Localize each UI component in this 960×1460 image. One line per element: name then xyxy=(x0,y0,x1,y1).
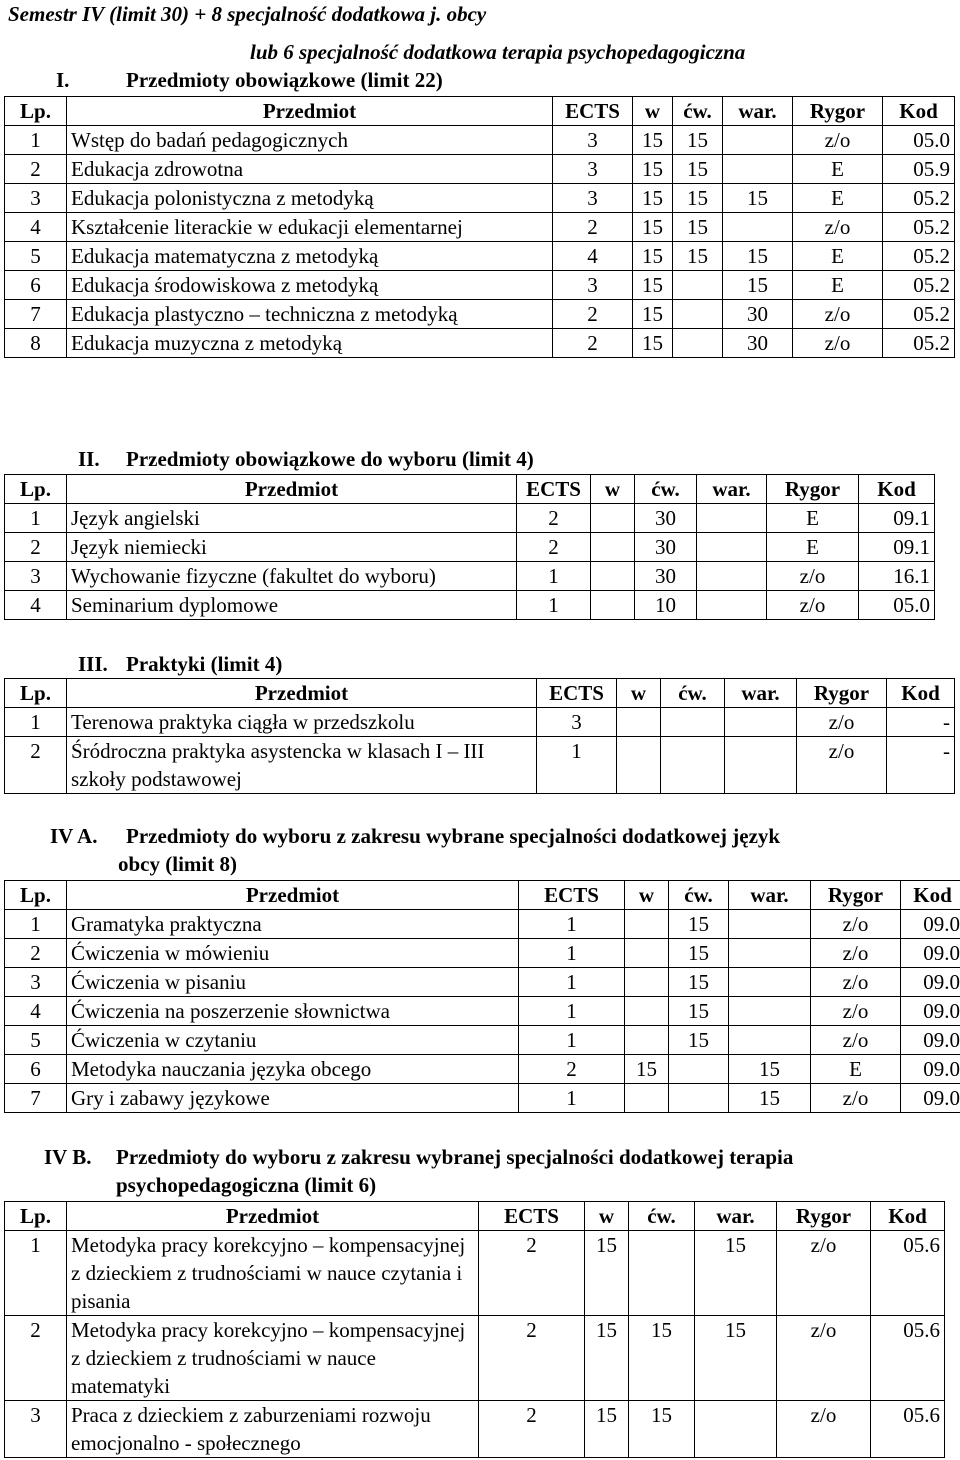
cell-exercises xyxy=(673,329,723,358)
semester-subheading: lub 6 specjalność dodatkowa terapia psychopedagogiczna xyxy=(250,40,746,64)
cell-workshop xyxy=(729,910,811,939)
cell-assessment: z/o xyxy=(777,1401,871,1458)
section-title-text: Przedmioty obowiązkowe do wyboru (limit 4) xyxy=(126,447,534,471)
table-row xyxy=(5,1401,945,1458)
course-table xyxy=(4,474,935,620)
table-row xyxy=(5,155,955,184)
cell-ects: 2 xyxy=(479,1316,585,1401)
table-header-row xyxy=(5,475,935,504)
section-number: II. xyxy=(78,447,100,471)
cell-subject: Metodyka nauczania języka obcego xyxy=(67,1055,519,1084)
cell-ects: 1 xyxy=(519,1026,625,1055)
section-title xyxy=(44,1143,793,1171)
cell-subject: Gramatyka praktyczna xyxy=(67,910,519,939)
cell-exercises: 15 xyxy=(629,1316,695,1401)
cell-exercises: 30 xyxy=(635,504,697,533)
cell-code: - xyxy=(887,708,955,737)
cell-lp: 1 xyxy=(5,708,67,737)
cell-lecture xyxy=(591,533,635,562)
column-header-lecture: w xyxy=(585,1202,629,1231)
cell-subject: Seminarium dyplomowe xyxy=(67,591,517,620)
course-table xyxy=(4,880,960,1113)
cell-ects: 1 xyxy=(519,968,625,997)
cell-workshop: 15 xyxy=(723,271,793,300)
cell-workshop: 30 xyxy=(723,329,793,358)
cell-workshop: 15 xyxy=(695,1231,777,1316)
column-header-workshop: war. xyxy=(697,475,767,504)
cell-lp: 4 xyxy=(5,213,67,242)
cell-lp: 1 xyxy=(5,126,67,155)
section-title xyxy=(50,822,780,850)
table-row xyxy=(5,591,935,620)
column-header-ects: ECTS xyxy=(479,1202,585,1231)
cell-subject: Metodyka pracy korekcyjno – kompensacyjnej z dzieckiem z trudnościami w nauce matematyki xyxy=(67,1316,479,1401)
cell-code: 05.0 xyxy=(883,126,955,155)
column-header-subject: Przedmiot xyxy=(67,1202,479,1231)
cell-ects: 2 xyxy=(553,300,633,329)
cell-ects: 1 xyxy=(519,997,625,1026)
cell-code: - xyxy=(887,737,955,794)
cell-subject: Ćwiczenia w pisaniu xyxy=(67,968,519,997)
section-title xyxy=(78,445,534,473)
cell-ects: 1 xyxy=(519,1084,625,1113)
table-row xyxy=(5,939,960,968)
column-header-lp: Lp. xyxy=(5,881,67,910)
section-title-text: Przedmioty do wyboru z zakresu wybrane specjalności dodatkowej język xyxy=(126,824,781,848)
cell-exercises: 15 xyxy=(669,1026,729,1055)
cell-workshop xyxy=(695,1401,777,1458)
cell-subject: Metodyka pracy korekcyjno – kompensacyjnej z dzieckiem z trudnościami w nauce czytania i pisania xyxy=(67,1231,479,1316)
cell-code: 05.2 xyxy=(883,242,955,271)
cell-workshop xyxy=(729,1026,811,1055)
cell-assessment: z/o xyxy=(777,1316,871,1401)
cell-subject: Śródroczna praktyka asystencka w klasach I – III szkoły podstawowej xyxy=(67,737,537,794)
cell-subject: Praca z dzieckiem z zaburzeniami rozwoju emocjonalno - społecznego xyxy=(67,1401,479,1458)
table-row xyxy=(5,184,955,213)
column-header-assessment: Rygor xyxy=(811,881,901,910)
column-header-workshop: war. xyxy=(729,881,811,910)
cell-workshop xyxy=(723,213,793,242)
cell-lecture: 15 xyxy=(633,126,673,155)
table-row xyxy=(5,300,955,329)
cell-ects: 3 xyxy=(537,708,617,737)
cell-lp: 3 xyxy=(5,184,67,213)
cell-workshop xyxy=(697,533,767,562)
table-header-row xyxy=(5,881,960,910)
cell-workshop xyxy=(725,737,797,794)
cell-workshop: 15 xyxy=(723,242,793,271)
cell-lp: 7 xyxy=(5,300,67,329)
column-header-code: Kod xyxy=(883,97,955,126)
cell-ects: 2 xyxy=(553,329,633,358)
cell-code: 05.2 xyxy=(883,184,955,213)
cell-ects: 1 xyxy=(537,737,617,794)
column-header-assessment: Rygor xyxy=(767,475,859,504)
table-row xyxy=(5,1084,960,1113)
course-table xyxy=(4,1201,945,1458)
table-row xyxy=(5,242,955,271)
table-header-row xyxy=(5,97,955,126)
cell-ects: 3 xyxy=(553,271,633,300)
cell-code: 05.6 xyxy=(871,1316,945,1401)
cell-workshop: 15 xyxy=(695,1316,777,1401)
course-table xyxy=(4,96,955,358)
cell-assessment: z/o xyxy=(811,1026,901,1055)
column-header-ects: ECTS xyxy=(519,881,625,910)
cell-exercises: 15 xyxy=(673,242,723,271)
cell-ects: 3 xyxy=(553,126,633,155)
section-number: IV A. xyxy=(50,824,98,848)
cell-lecture: 15 xyxy=(625,1055,669,1084)
cell-ects: 3 xyxy=(553,184,633,213)
cell-subject: Wstęp do badań pedagogicznych xyxy=(67,126,553,155)
cell-workshop xyxy=(725,708,797,737)
cell-lecture: 15 xyxy=(585,1231,629,1316)
table-row xyxy=(5,968,960,997)
course-table xyxy=(4,678,955,794)
table-row xyxy=(5,1026,960,1055)
table-row xyxy=(5,997,960,1026)
cell-lecture xyxy=(625,1026,669,1055)
cell-subject: Terenowa praktyka ciągła w przedszkolu xyxy=(67,708,537,737)
cell-assessment: z/o xyxy=(777,1231,871,1316)
column-header-subject: Przedmiot xyxy=(67,881,519,910)
cell-exercises: 15 xyxy=(669,997,729,1026)
column-header-lecture: w xyxy=(633,97,673,126)
cell-workshop xyxy=(729,939,811,968)
cell-workshop xyxy=(697,591,767,620)
cell-lecture xyxy=(591,562,635,591)
table-row xyxy=(5,329,955,358)
cell-workshop: 30 xyxy=(723,300,793,329)
cell-lecture: 15 xyxy=(585,1316,629,1401)
cell-code: 05.2 xyxy=(883,300,955,329)
cell-subject: Język angielski xyxy=(67,504,517,533)
column-header-exercises: ćw. xyxy=(635,475,697,504)
cell-exercises xyxy=(661,737,725,794)
cell-exercises xyxy=(673,300,723,329)
cell-assessment: E xyxy=(793,155,883,184)
table-row xyxy=(5,1316,945,1401)
cell-ects: 2 xyxy=(553,213,633,242)
cell-lp: 2 xyxy=(5,939,67,968)
cell-lp: 2 xyxy=(5,155,67,184)
cell-workshop: 15 xyxy=(729,1055,811,1084)
column-header-lecture: w xyxy=(625,881,669,910)
cell-exercises: 15 xyxy=(673,126,723,155)
cell-lecture: 15 xyxy=(633,329,673,358)
cell-assessment: z/o xyxy=(811,997,901,1026)
table-row xyxy=(5,126,955,155)
cell-lecture xyxy=(617,708,661,737)
cell-code: 09.1 xyxy=(859,533,935,562)
semester-heading: Semestr IV (limit 30) + 8 specjalność dodatkowa j. obcy xyxy=(8,2,487,26)
cell-lecture xyxy=(591,504,635,533)
cell-lecture xyxy=(625,997,669,1026)
cell-lp: 1 xyxy=(5,1231,67,1316)
column-header-exercises: ćw. xyxy=(673,97,723,126)
cell-lp: 3 xyxy=(5,968,67,997)
table-row xyxy=(5,504,935,533)
column-header-workshop: war. xyxy=(695,1202,777,1231)
cell-lp: 3 xyxy=(5,562,67,591)
cell-exercises: 15 xyxy=(669,910,729,939)
cell-exercises: 15 xyxy=(673,213,723,242)
section-title xyxy=(78,650,282,678)
cell-subject: Ćwiczenia na poszerzenie słownictwa xyxy=(67,997,519,1026)
cell-exercises: 15 xyxy=(629,1401,695,1458)
cell-lp: 1 xyxy=(5,504,67,533)
cell-subject: Język niemiecki xyxy=(67,533,517,562)
table-row xyxy=(5,737,955,794)
cell-subject: Edukacja plastyczno – techniczna z metodyką xyxy=(67,300,553,329)
cell-lecture: 15 xyxy=(633,213,673,242)
column-header-subject: Przedmiot xyxy=(67,97,553,126)
cell-ects: 1 xyxy=(519,910,625,939)
cell-assessment: E xyxy=(767,533,859,562)
column-header-code: Kod xyxy=(887,679,955,708)
cell-subject: Ćwiczenia w mówieniu xyxy=(67,939,519,968)
cell-assessment: z/o xyxy=(793,126,883,155)
column-header-assessment: Rygor xyxy=(777,1202,871,1231)
cell-workshop xyxy=(697,562,767,591)
cell-lp: 2 xyxy=(5,533,67,562)
cell-ects: 2 xyxy=(479,1231,585,1316)
cell-ects: 2 xyxy=(517,504,591,533)
table-row xyxy=(5,562,935,591)
cell-exercises: 15 xyxy=(669,939,729,968)
cell-subject: Edukacja środowiskowa z metodyką xyxy=(67,271,553,300)
cell-code: 16.1 xyxy=(859,562,935,591)
column-header-ects: ECTS xyxy=(553,97,633,126)
cell-exercises: 15 xyxy=(673,184,723,213)
cell-workshop xyxy=(729,968,811,997)
cell-assessment: z/o xyxy=(767,562,859,591)
table-row xyxy=(5,1055,960,1084)
cell-code: 05.2 xyxy=(883,213,955,242)
cell-assessment: E xyxy=(811,1055,901,1084)
cell-code: 09.0 xyxy=(901,939,960,968)
cell-exercises xyxy=(629,1231,695,1316)
cell-subject: Edukacja muzyczna z metodyką xyxy=(67,329,553,358)
cell-exercises xyxy=(673,271,723,300)
cell-exercises xyxy=(661,708,725,737)
cell-subject: Wychowanie fizyczne (fakultet do wyboru) xyxy=(67,562,517,591)
cell-assessment: z/o xyxy=(811,939,901,968)
column-header-lp: Lp. xyxy=(5,1202,67,1231)
cell-code: 09.0 xyxy=(901,1055,960,1084)
cell-ects: 1 xyxy=(517,562,591,591)
cell-lp: 2 xyxy=(5,737,67,794)
section-title-text: Praktyki (limit 4) xyxy=(126,652,283,676)
cell-workshop xyxy=(723,126,793,155)
cell-code: 09.0 xyxy=(901,997,960,1026)
table-header-row xyxy=(5,679,955,708)
column-header-code: Kod xyxy=(871,1202,945,1231)
cell-exercises: 30 xyxy=(635,533,697,562)
table-row xyxy=(5,271,955,300)
cell-lecture xyxy=(625,910,669,939)
cell-subject: Edukacja polonistyczna z metodyką xyxy=(67,184,553,213)
section-title-text: Przedmioty do wyboru z zakresu wybranej specjalności dodatkowej terapia xyxy=(116,1145,794,1169)
section-title-continuation: psychopedagogiczna (limit 6) xyxy=(116,1173,377,1197)
cell-ects: 2 xyxy=(479,1401,585,1458)
cell-lp: 4 xyxy=(5,591,67,620)
cell-code: 05.2 xyxy=(883,329,955,358)
cell-ects: 1 xyxy=(519,939,625,968)
cell-assessment: E xyxy=(767,504,859,533)
cell-lp: 3 xyxy=(5,1401,67,1458)
table-row xyxy=(5,533,935,562)
cell-exercises: 30 xyxy=(635,562,697,591)
column-header-ects: ECTS xyxy=(537,679,617,708)
cell-workshop xyxy=(723,155,793,184)
section-title-text: Przedmioty obowiązkowe (limit 22) xyxy=(126,68,443,92)
cell-ects: 2 xyxy=(519,1055,625,1084)
cell-code: 09.0 xyxy=(901,968,960,997)
cell-lecture xyxy=(617,737,661,794)
table-row xyxy=(5,708,955,737)
cell-exercises xyxy=(669,1084,729,1113)
cell-lp: 8 xyxy=(5,329,67,358)
cell-lecture xyxy=(625,968,669,997)
cell-lecture: 15 xyxy=(633,271,673,300)
column-header-workshop: war. xyxy=(723,97,793,126)
cell-ects: 2 xyxy=(517,533,591,562)
cell-lp: 1 xyxy=(5,910,67,939)
column-header-lp: Lp. xyxy=(5,679,67,708)
column-header-ects: ECTS xyxy=(517,475,591,504)
cell-workshop xyxy=(697,504,767,533)
column-header-lecture: w xyxy=(617,679,661,708)
column-header-code: Kod xyxy=(901,881,960,910)
cell-lp: 5 xyxy=(5,1026,67,1055)
cell-subject: Edukacja matematyczna z metodyką xyxy=(67,242,553,271)
column-header-exercises: ćw. xyxy=(661,679,725,708)
cell-lp: 4 xyxy=(5,997,67,1026)
column-header-exercises: ćw. xyxy=(669,881,729,910)
cell-code: 09.0 xyxy=(901,910,960,939)
cell-lecture: 15 xyxy=(633,242,673,271)
cell-code: 05.2 xyxy=(883,271,955,300)
column-header-assessment: Rygor xyxy=(793,97,883,126)
column-header-lp: Lp. xyxy=(5,475,67,504)
cell-assessment: z/o xyxy=(811,1084,901,1113)
cell-lp: 6 xyxy=(5,1055,67,1084)
cell-lecture: 15 xyxy=(633,184,673,213)
cell-subject: Edukacja zdrowotna xyxy=(67,155,553,184)
column-header-lecture: w xyxy=(591,475,635,504)
cell-subject: Ćwiczenia w czytaniu xyxy=(67,1026,519,1055)
cell-exercises: 15 xyxy=(673,155,723,184)
cell-code: 05.6 xyxy=(871,1401,945,1458)
column-header-lp: Lp. xyxy=(5,97,67,126)
cell-subject: Kształcenie literackie w edukacji elementarnej xyxy=(67,213,553,242)
cell-ects: 4 xyxy=(553,242,633,271)
cell-assessment: z/o xyxy=(811,910,901,939)
column-header-workshop: war. xyxy=(725,679,797,708)
cell-code: 05.6 xyxy=(871,1231,945,1316)
cell-lp: 7 xyxy=(5,1084,67,1113)
cell-assessment: z/o xyxy=(797,737,887,794)
column-header-code: Kod xyxy=(859,475,935,504)
cell-assessment: z/o xyxy=(793,329,883,358)
cell-code: 09.1 xyxy=(859,504,935,533)
cell-lp: 6 xyxy=(5,271,67,300)
cell-assessment: z/o xyxy=(797,708,887,737)
cell-lecture xyxy=(625,1084,669,1113)
cell-assessment: z/o xyxy=(811,968,901,997)
cell-exercises: 15 xyxy=(669,968,729,997)
table-header-row xyxy=(5,1202,945,1231)
cell-code: 09.0 xyxy=(901,1026,960,1055)
cell-assessment: z/o xyxy=(793,213,883,242)
section-title xyxy=(56,66,443,94)
table-row xyxy=(5,213,955,242)
cell-lp: 5 xyxy=(5,242,67,271)
cell-subject: Gry i zabawy językowe xyxy=(67,1084,519,1113)
section-number: I. xyxy=(56,68,70,92)
cell-lecture xyxy=(591,591,635,620)
cell-lecture: 15 xyxy=(633,155,673,184)
section-number: IV B. xyxy=(44,1145,92,1169)
cell-lecture xyxy=(625,939,669,968)
cell-assessment: E xyxy=(793,271,883,300)
cell-workshop: 15 xyxy=(729,1084,811,1113)
cell-lecture: 15 xyxy=(633,300,673,329)
cell-lp: 2 xyxy=(5,1316,67,1401)
cell-workshop xyxy=(729,997,811,1026)
column-header-assessment: Rygor xyxy=(797,679,887,708)
table-row xyxy=(5,1231,945,1316)
cell-ects: 1 xyxy=(517,591,591,620)
cell-code: 09.0 xyxy=(901,1084,960,1113)
cell-exercises xyxy=(669,1055,729,1084)
cell-workshop: 15 xyxy=(723,184,793,213)
column-header-subject: Przedmiot xyxy=(67,475,517,504)
section-number: III. xyxy=(78,652,108,676)
cell-assessment: z/o xyxy=(767,591,859,620)
column-header-subject: Przedmiot xyxy=(67,679,537,708)
cell-ects: 3 xyxy=(553,155,633,184)
cell-code: 05.0 xyxy=(859,591,935,620)
cell-code: 05.9 xyxy=(883,155,955,184)
section-title-continuation: obcy (limit 8) xyxy=(118,852,237,876)
cell-lecture: 15 xyxy=(585,1401,629,1458)
column-header-exercises: ćw. xyxy=(629,1202,695,1231)
table-row xyxy=(5,910,960,939)
cell-assessment: z/o xyxy=(793,300,883,329)
cell-assessment: E xyxy=(793,242,883,271)
cell-assessment: E xyxy=(793,184,883,213)
cell-exercises: 10 xyxy=(635,591,697,620)
